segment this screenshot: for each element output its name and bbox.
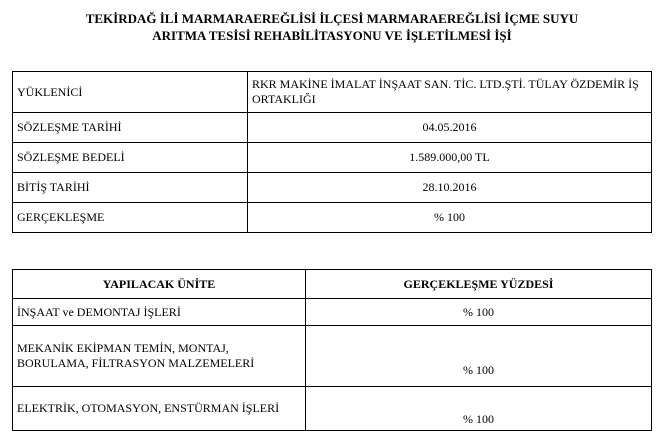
table-row (13, 143, 652, 173)
contractor-label: YÜKLENİCİ (13, 72, 248, 113)
end-date-value: 28.10.2016 (248, 173, 652, 203)
contract-amount-value: 1.589.000,00 TL (248, 143, 652, 173)
document-title (0, 10, 664, 44)
contractor-value: RKR MAKİNE İMALAT İNŞAAT SAN. TİC. LTD.ŞTİ. TÜLAY ÖZDEMİR İŞ ORTAKLIĞI (248, 72, 652, 113)
percent-column-header: GERÇEKLEŞME YÜZDESİ (306, 270, 652, 299)
table-header-row (13, 270, 652, 299)
table-row (13, 299, 652, 326)
completion-value: % 100 (248, 203, 652, 233)
table-row (13, 173, 652, 203)
completion-label: GERÇEKLEŞME (13, 203, 248, 233)
unit-name: İNŞAAT ve DEMONTAJ İŞLERİ (13, 299, 306, 326)
table-row (13, 72, 652, 113)
table-row (13, 326, 652, 387)
contract-date-value: 04.05.2016 (248, 113, 652, 143)
unit-name: ELEKTRİK, OTOMASYON, ENSTÜRMAN İŞLERİ (13, 387, 306, 431)
unit-percent: % 100 (306, 387, 652, 431)
contract-info-table (12, 71, 652, 233)
title-line-1: TEKİRDAĞ İLİ MARMARAEREĞLİSİ İLÇESİ MARMARAEREĞLİSİ İÇME SUYU (85, 11, 579, 26)
table-row (13, 113, 652, 143)
table-row (13, 203, 652, 233)
contract-date-label: SÖZLEŞME TARİHİ (13, 113, 248, 143)
units-progress-table (12, 269, 652, 431)
end-date-label: BİTİŞ TARİHİ (13, 173, 248, 203)
table-row (13, 387, 652, 431)
contract-amount-label: SÖZLEŞME BEDELİ (13, 143, 248, 173)
unit-percent: % 100 (306, 299, 652, 326)
unit-percent: % 100 (306, 326, 652, 387)
title-line-2: ARITMA TESİSİ REHABİLİTASYONU VE İŞLETİLMESİ İŞİ (152, 28, 512, 43)
unit-name: MEKANİK EKİPMAN TEMİN, MONTAJ, BORULAMA, FİLTRASYON MALZEMELERİ (13, 326, 306, 387)
unit-column-header: YAPILACAK ÜNİTE (13, 270, 306, 299)
